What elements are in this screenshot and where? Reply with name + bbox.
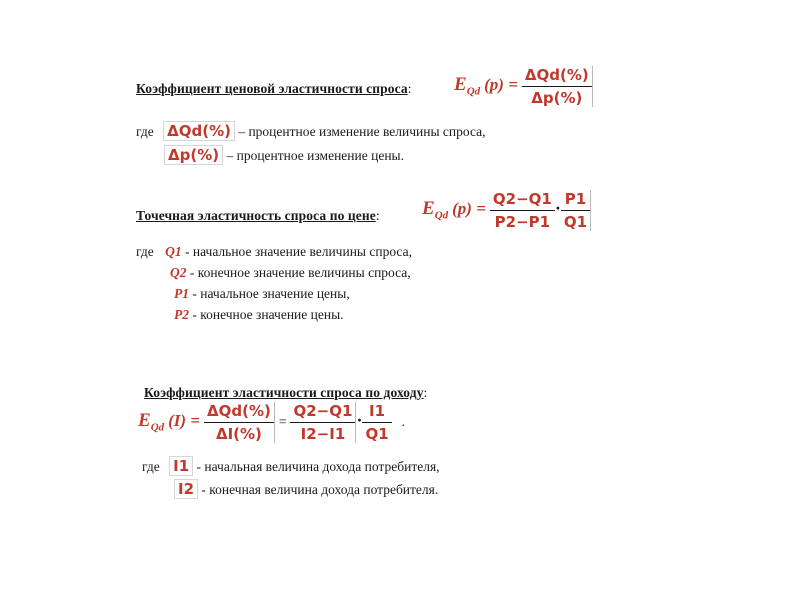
definition-row: [136, 244, 412, 260]
formula-fraction-2: [290, 402, 356, 443]
section-title: Коэффициент эластичности спроса по доходу: [144, 385, 424, 400]
fraction-numerator: I1: [362, 402, 391, 423]
fraction-numerator: Q2−Q1: [490, 190, 555, 211]
section-point-elasticity: [136, 190, 616, 330]
definition-row: [174, 286, 350, 302]
definition-text: - начальное значение величины спроса,: [184, 244, 412, 259]
fraction-denominator: Q1: [563, 213, 588, 231]
definition-variable: P1: [174, 286, 189, 301]
definition-variable: Q1: [165, 244, 182, 259]
section-title-row: [136, 80, 411, 98]
formula-lhs-subscript: Qd: [466, 85, 481, 98]
definition-variable: Δp(%): [164, 145, 223, 165]
formula-lhs-argument: (I) =: [168, 411, 201, 431]
formula-lhs: E: [138, 410, 151, 432]
section-title-row: [144, 384, 427, 402]
definition-text: - конечное значение величины спроса,: [189, 265, 411, 280]
formula-fraction-1: [204, 402, 275, 443]
fraction-denominator: P2−P1: [494, 213, 551, 231]
title-colon: :: [423, 385, 428, 400]
formula-income-elasticity: [138, 402, 405, 443]
section-title: Коэффициент ценовой эластичности спроса: [136, 81, 408, 96]
fraction-numerator: Q2−Q1: [290, 402, 355, 423]
section-title-row: [136, 207, 380, 225]
definition-text: - начальная величина дохода потребителя,: [196, 459, 440, 474]
definition-text: - конечное значение цены.: [192, 307, 344, 322]
fraction-denominator: ΔI(%): [215, 425, 262, 443]
equals-sign: =: [278, 414, 287, 430]
definition-row: [136, 121, 485, 141]
formula-fraction-1: [490, 190, 555, 231]
definition-variable: Q2: [170, 265, 187, 280]
where-label: где: [136, 244, 154, 259]
fraction-numerator: ΔQd(%): [204, 402, 274, 423]
section-title: Точечная эластичность спроса по цене: [136, 208, 376, 223]
definition-variable: I2: [174, 479, 198, 499]
formula-price-elasticity: [454, 66, 593, 107]
definition-variable: ΔQd(%): [163, 121, 235, 141]
formula-lhs: E: [454, 74, 467, 96]
multiply-dot: ·: [356, 410, 363, 431]
definition-row: [174, 307, 344, 323]
where-label: где: [142, 459, 160, 474]
fraction-numerator: ΔQd(%): [522, 66, 592, 87]
formula-lhs: E: [422, 198, 435, 220]
definition-row: [170, 265, 411, 281]
fraction-numerator: P1: [561, 190, 590, 211]
definition-row: [174, 479, 438, 499]
formula-lhs-subscript: Qd: [150, 421, 165, 434]
formula-lhs-subscript: Qd: [434, 209, 449, 222]
formula-fraction: [522, 66, 593, 107]
title-colon: :: [375, 208, 380, 223]
formula-point-elasticity: [422, 190, 591, 231]
definition-row: [142, 456, 440, 476]
fraction-denominator: Q1: [365, 425, 389, 443]
formula-fraction-2: [561, 190, 591, 231]
formula-fraction-3: [362, 402, 391, 443]
fraction-denominator: I2−I1: [300, 425, 346, 443]
title-colon: :: [407, 81, 412, 96]
definition-text: - начальное значение цены,: [192, 286, 350, 301]
multiply-dot: ·: [554, 198, 561, 219]
definition-variable: I1: [169, 456, 193, 476]
formula-lhs-argument: (p) =: [452, 199, 486, 219]
fraction-denominator: Δp(%): [531, 89, 583, 107]
formula-lhs-argument: (p) =: [484, 75, 518, 95]
formula-tail: .: [401, 414, 406, 430]
section-price-elasticity: [136, 66, 616, 176]
definition-text: – процентное изменение величины спроса,: [238, 124, 486, 139]
definition-row: [164, 145, 404, 165]
definition-variable: P2: [174, 307, 189, 322]
section-income-elasticity: [138, 380, 618, 500]
definition-text: - конечная величина дохода потребителя.: [201, 482, 439, 497]
where-label: где: [136, 124, 154, 139]
definition-text: – процентное изменение цены.: [226, 148, 404, 163]
